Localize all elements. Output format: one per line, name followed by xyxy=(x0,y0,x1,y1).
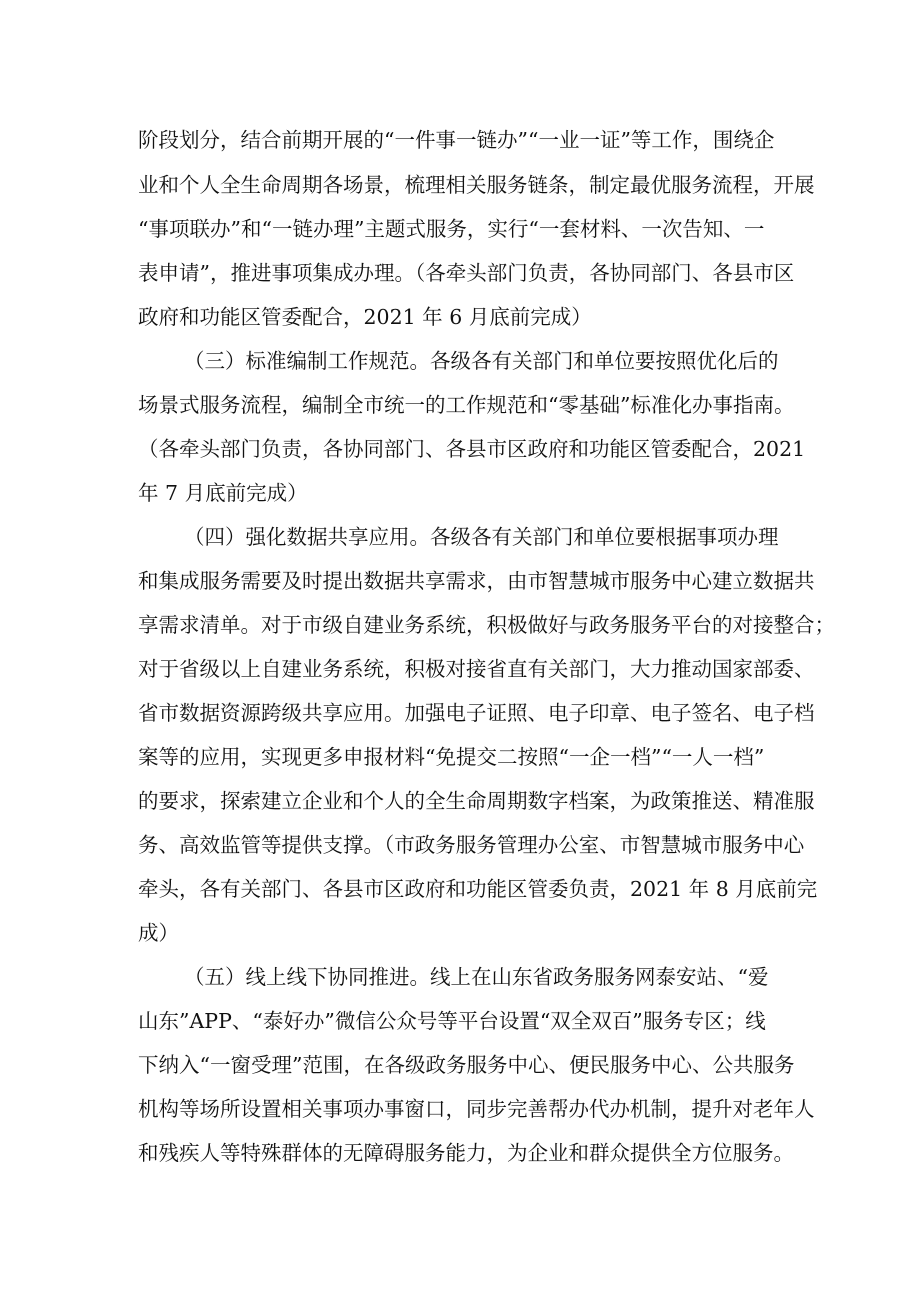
text-line: 阶段划分，结合前期开展的“一件事一链办”“一业一证”等工作，围绕企 xyxy=(138,128,775,152)
text-line: 政府和功能区管委配合，2021 年 6 月底前完成） xyxy=(138,305,592,329)
text-line: 业和个人全生命周期各场景，梳理相关服务链条，制定最优服务流程，开展 xyxy=(138,173,815,197)
text-line: （五）线上线下协同推进。线上在山东省政务服务网泰安站、“爱 xyxy=(184,965,769,989)
text-line: 下纳入“一窗受理”范围，在各级政务服务中心、便民服务中心、公共服务 xyxy=(138,1053,795,1077)
text-line: 的要求，探索建立企业和个人的全生命周期数字档案，为政策推送、精准服 xyxy=(138,789,815,813)
text-line: 和集成服务需要及时提出数据共享需求，由市智慧城市服务中心建立数据共 xyxy=(138,569,815,593)
text-line: （各牵头部门负责，各协同部门、各县市区政府和功能区管委配合，2021 xyxy=(138,437,806,461)
text-line: 对于省级以上自建业务系统，积极对接省直有关部门，大力推动国家部委、 xyxy=(138,657,815,681)
text-line: 成） xyxy=(138,921,179,945)
text-line: 牵头，各有关部门、各县市区政府和功能区管委负责，2021 年 8 月底前完 xyxy=(138,877,818,901)
text-line: 表申请”，推进事项集成办理。（各牵头部门负责，各协同部门、各县市区 xyxy=(138,261,795,285)
text-line: 案等的应用，实现更多申报材料“免提交二按照“一企一档”“一人一档” xyxy=(138,745,765,769)
text-line: “事项联办”和“一链办理”主题式服务，实行“一套材料、一次告知、一 xyxy=(138,217,765,241)
text-line: 机构等场所设置相关事项办事窗口，同步完善帮办代办机制，提升对老年人 xyxy=(138,1097,815,1121)
text-line: 省市数据资源跨级共享应用。加强电子证照、电子印章、电子签名、电子档 xyxy=(138,701,815,725)
text-line: 场景式服务流程，编制全市统一的工作规范和“零基础”标准化办事指南。 xyxy=(138,393,795,417)
text-line: 和残疾人等特殊群体的无障碍服务能力，为企业和群众提供全方位服务。 xyxy=(138,1141,794,1165)
text-line: 享需求清单。对于市级自建业务系统，积极做好与政务服务平台的对接整合； xyxy=(138,613,835,637)
text-line: （三）标准编制工作规范。各级各有关部门和单位要按照优化后的 xyxy=(184,349,779,373)
text-line: 年 7 月底前完成） xyxy=(138,481,308,505)
text-line: 山东”APP、“泰好办”微信公众号等平台设置“双全双百”服务专区；线 xyxy=(138,1009,766,1033)
text-line: 务、高效监管等提供支撑。（市政务服务管理办公室、市智慧城市服务中心 xyxy=(138,833,805,857)
text-line: （四）强化数据共享应用。各级各有关部门和单位要根据事项办理 xyxy=(184,525,779,549)
